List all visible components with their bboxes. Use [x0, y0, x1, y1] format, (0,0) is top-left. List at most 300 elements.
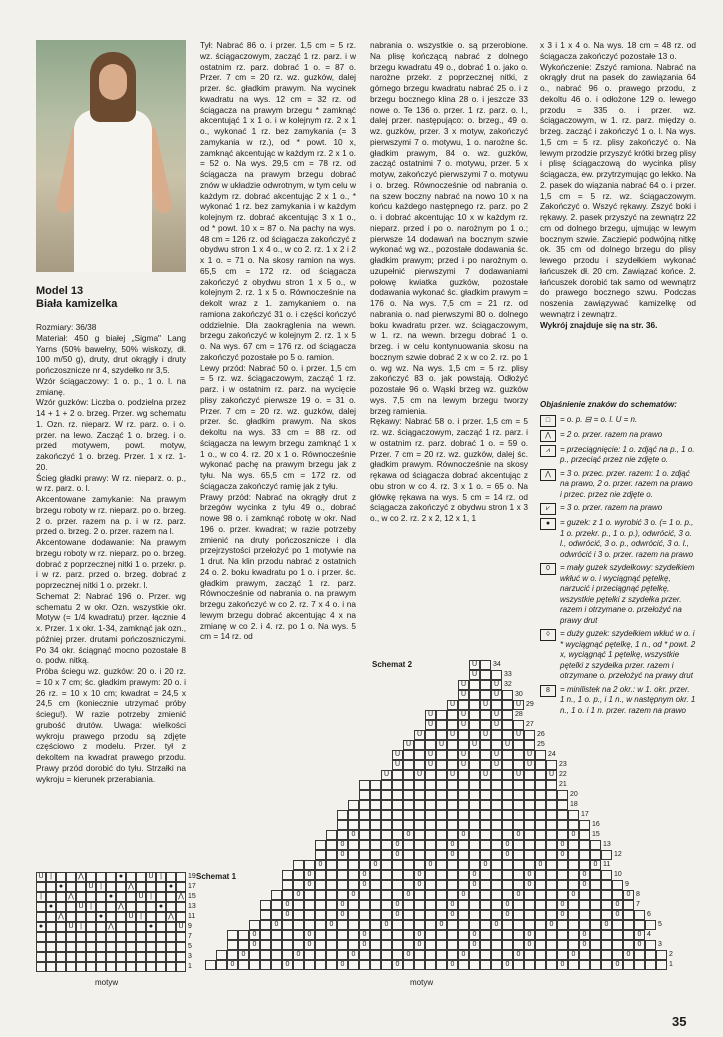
chart-cell [557, 870, 568, 880]
chart-cell [166, 872, 176, 882]
chart-cell [447, 720, 458, 730]
chart-cell [491, 790, 502, 800]
chart-cell [116, 942, 126, 952]
chart-cell [502, 770, 513, 780]
chart-cell [557, 890, 568, 900]
chart-cell [96, 902, 106, 912]
chart-cell: 0 [601, 920, 612, 930]
chart-cell [458, 730, 469, 740]
chart-cell [546, 800, 557, 810]
chart-cell [414, 740, 425, 750]
chart-cell [76, 942, 86, 952]
chart-cell: U [403, 740, 414, 750]
chart-cell [315, 940, 326, 950]
chart-cell [546, 950, 557, 960]
row-number: 7 [636, 901, 640, 908]
chart-cell: 0 [524, 930, 535, 940]
chart-cell [579, 950, 590, 960]
chart-cell [535, 830, 546, 840]
chart-cell [656, 960, 667, 970]
chart-cell [392, 790, 403, 800]
chart-cell [76, 892, 86, 902]
chart-cell [96, 962, 106, 972]
row-number: 34 [493, 661, 501, 668]
chart-cell [260, 940, 271, 950]
chart-cell [535, 910, 546, 920]
chart-cell [56, 952, 66, 962]
chart-cell [436, 860, 447, 870]
chart-cell [359, 960, 370, 970]
chart-cell [436, 780, 447, 790]
chart-cell [557, 930, 568, 940]
chart-cell [546, 910, 557, 920]
chart-cell [304, 960, 315, 970]
chart-cell [126, 962, 136, 972]
chart-cell [524, 910, 535, 920]
chart-cell [76, 952, 86, 962]
chart-cell [480, 930, 491, 940]
chart-cell [315, 880, 326, 890]
chart-cell: 0 [227, 960, 238, 970]
chart-cell [601, 850, 612, 860]
chart-cell [469, 680, 480, 690]
chart-cell [227, 940, 238, 950]
chart-cell [568, 930, 579, 940]
chart-cell [502, 920, 513, 930]
chart-cell: U [176, 922, 186, 932]
chart-cell [458, 850, 469, 860]
chart-cell [403, 920, 414, 930]
chart-cell [414, 890, 425, 900]
chart-cell: ● [106, 892, 116, 902]
chart-cell: 0 [469, 880, 480, 890]
chart-cell [36, 902, 46, 912]
chart-cell [238, 940, 249, 950]
chart-cell [425, 790, 436, 800]
paragraph: Tył: Nabrać 86 o. i przer. 1,5 cm = 5 rz. wz. ściągaczowym, zacząć 1 rz. parz. i w ostatnim rz. parz. dobrać 1 o. = 87 o. Przer. 7 cm = 20 rz. wz. guzków, dalej przer. śc. gładkim prawym. Na wycinek kwadratu na wys. 12 cm = 32 rz. od ściągacza na prawym brzegu * zamknąć akcentująć 1 x 1 o. i w kolejnym rz. 2 x 1 o., wykonać 1 rz. bez zamykania (= 3 zamykania w rz.), od * powt. 10 x, zamknąć akcentując w każdym rz. 2 x 1 o. = 52 o. Na wys. 29,5 cm = 78 rz. od ściągacza na prawym brzegu dobrać znów w układzie odwrotnym, w tym celu w każdym rz. dobrać akcentując 2 x 1 o., * wykonać 1 rz. bez zamykania i w każdym kolejnym rz. dobrać akcentując 3 x 1 o., od * powt. 10 x = 87 o. Na pachy na wys. 48 cm = 126 rz. od ściągacza zakończyć z obydwu stron 1 x 4 o., w co 2. rz. 1 x 2 i 2 x 1 o. = 71 o. Na skosy ramion na wys. 65,5 cm = 172 rz. od ściągacza zakończyć z obydwu stron 1 x 5 o., w kolejnym 2. rz. 1 x 5 o. Równocześnie na dekolt wraz z 1. zamykaniem o. na ramiona zakończyć 31 o. i części kończyć oddzielnie. Dla zaokrąglenia na wewn. brzegu zakończyć w kolejnym 2. rz. 1 x 5 o. Na wys. 67 cm = 176 rz. od ściągacza zakończyć pozostałe po 5 o. ramion. [200, 40, 356, 362]
chart-cell [337, 890, 348, 900]
chart-cell [524, 820, 535, 830]
chart-cell [337, 860, 348, 870]
chart-cell [370, 930, 381, 940]
chart-cell [126, 952, 136, 962]
chart-cell: 0 [414, 930, 425, 940]
chart-cell [524, 770, 535, 780]
chart-cell [458, 770, 469, 780]
chart-cell [96, 952, 106, 962]
chart-cell [66, 942, 76, 952]
chart-cell [513, 860, 524, 870]
row-number: 16 [592, 821, 600, 828]
chart-cell [480, 800, 491, 810]
chart-cell [66, 872, 76, 882]
chart-cell [126, 942, 136, 952]
chart-cell [66, 962, 76, 972]
chart-cell: U [414, 730, 425, 740]
chart-cell [590, 870, 601, 880]
chart-cell [238, 930, 249, 940]
chart-cell [116, 922, 126, 932]
chart-cell [601, 930, 612, 940]
chart-cell: 0 [612, 910, 623, 920]
chart-cell [370, 880, 381, 890]
chart-cell [392, 810, 403, 820]
chart-cell [46, 932, 56, 942]
chart-cell [414, 960, 425, 970]
chart-cell [480, 680, 491, 690]
chart-cell [535, 810, 546, 820]
chart-cell: U [392, 750, 403, 760]
chart-cell [403, 750, 414, 760]
chart-cell [469, 750, 480, 760]
chart-cell [502, 750, 513, 760]
chart-cell [447, 870, 458, 880]
chart-cell: | [96, 882, 106, 892]
chart-cell [136, 882, 146, 892]
chart-cell: ⋀ [66, 892, 76, 902]
legend-symbol: ⋀ [540, 430, 556, 442]
chart-cell [381, 890, 392, 900]
row-number: 29 [526, 701, 534, 708]
chart-cell [425, 900, 436, 910]
chart-cell [513, 750, 524, 760]
row-number: 25 [537, 741, 545, 748]
chart-cell [403, 780, 414, 790]
chart-cell [392, 870, 403, 880]
row-number: 1 [669, 961, 673, 968]
chart-cell [491, 900, 502, 910]
chart-cell [370, 850, 381, 860]
chart-cell: 0 [348, 830, 359, 840]
chart-cell [392, 940, 403, 950]
chart-cell [282, 880, 293, 890]
chart-cell [76, 882, 86, 892]
chart-cell: U [458, 720, 469, 730]
chart-cell [216, 960, 227, 970]
chart-cell [601, 890, 612, 900]
chart-cell [46, 942, 56, 952]
chart-cell [392, 920, 403, 930]
chart-cell [469, 760, 480, 770]
chart-cell: | [46, 872, 56, 882]
chart-cell [337, 920, 348, 930]
chart-cell [381, 790, 392, 800]
chart-cell [469, 710, 480, 720]
chart-cell [36, 912, 46, 922]
chart-cell [469, 920, 480, 930]
chart-cell [447, 800, 458, 810]
chart-cell [403, 820, 414, 830]
chart-cell [304, 860, 315, 870]
chart-cell [436, 720, 447, 730]
chart-cell [304, 890, 315, 900]
chart-cell: 0 [491, 920, 502, 930]
chart-cell [436, 770, 447, 780]
chart-cell [513, 930, 524, 940]
chart-cell [458, 920, 469, 930]
chart-cell [502, 700, 513, 710]
row-number: 17 [188, 883, 196, 890]
chart-cell [271, 910, 282, 920]
chart-cell: 0 [634, 940, 645, 950]
chart-cell [491, 870, 502, 880]
chart-cell [359, 830, 370, 840]
chart-cell: 0 [469, 940, 480, 950]
chart-cell [513, 940, 524, 950]
chart-cell [480, 740, 491, 750]
chart-cell [436, 830, 447, 840]
chart-cell [56, 962, 66, 972]
chart-cell [447, 880, 458, 890]
chart-cell [491, 950, 502, 960]
chart-cell [469, 950, 480, 960]
chart-cell [156, 942, 166, 952]
chart-cell: U [436, 740, 447, 750]
chart-cell: 0 [447, 960, 458, 970]
chart-cell [293, 900, 304, 910]
chart-cell [458, 820, 469, 830]
chart-cell: 0 [359, 930, 370, 940]
row-number: 26 [537, 731, 545, 738]
chart-cell: ● [156, 902, 166, 912]
chart-cell [469, 820, 480, 830]
chart-cell: 0 [315, 860, 326, 870]
chart-cell [601, 960, 612, 970]
chart-cell: | [76, 922, 86, 932]
chart-cell: 0 [458, 830, 469, 840]
chart-cell [106, 942, 116, 952]
chart-cell: 0 [381, 920, 392, 930]
chart-cell [56, 932, 66, 942]
chart-cell [425, 800, 436, 810]
chart-cell [480, 840, 491, 850]
chart-cell [136, 932, 146, 942]
chart-cell [524, 800, 535, 810]
chart-cell [381, 820, 392, 830]
chart-cell [502, 940, 513, 950]
chart-cell [612, 930, 623, 940]
chart-cell [546, 940, 557, 950]
paragraph: Prawy przód: Nabrać na okrągły drut z brzegów wycinka z tyłu 49 o., dobrać nowe 98 o. i zamknąć robotę w okr. Nad 196 o. przer. kwadrat; w razie potrzeby zmienić na druty pończosznicze i dla przejrzystości przełożyć po 1 motywie na 1 drut. Na klin przodu nabrać z ostatnich 24 o. 2. boku kwadratu po 1 o. i przer. śc. gładkim prawym, zacząć 1 rz. parz. Równocześnie od nabrania o. na prawym brzegu zakończyć w co 2. rz. 7 x 4 o. i na lewym brzegu dobrać akcentując 4 x na zmianę w co 2. i 4. rz. po 1 o. Na wys. 5 cm = 14 rz. od [200, 491, 356, 642]
row-number: 23 [559, 761, 567, 768]
chart-cell [557, 810, 568, 820]
chart-cell [447, 940, 458, 950]
legend-text: = 3 o. przer. razem na prawo [560, 503, 663, 512]
chart-cell [557, 800, 568, 810]
chart-cell [166, 952, 176, 962]
chart-cell [106, 952, 116, 962]
chart-cell [447, 920, 458, 930]
chart-cell [623, 900, 634, 910]
chart-cell [326, 850, 337, 860]
chart-cell [392, 950, 403, 960]
chart-cell [546, 870, 557, 880]
chart-cell [86, 892, 96, 902]
chart-cell [348, 900, 359, 910]
chart-cell: 0 [502, 910, 513, 920]
chart-cell [392, 860, 403, 870]
row-number: 27 [526, 721, 534, 728]
chart-cell [469, 730, 480, 740]
chart-cell [568, 820, 579, 830]
chart-cell [535, 790, 546, 800]
chart-cell: U [491, 680, 502, 690]
chart-cell [326, 890, 337, 900]
chart-cell [381, 940, 392, 950]
chart-cell [282, 950, 293, 960]
chart-cell [359, 860, 370, 870]
paragraph: Akcentowane dodawanie: Na prawym brzegu roboty w rz. nieparz. po o. brzeg. dobrać z poprzecznej nitki 1 o. przekr. p. i w rz. parz. przed o. brzeg. dobrać z poprzecznej nitki 1 o. przekr. l. [36, 537, 186, 590]
chart-cell [590, 940, 601, 950]
chart-cell [326, 900, 337, 910]
chart-cell [216, 950, 227, 960]
chart-cell [414, 860, 425, 870]
chart-cell [348, 860, 359, 870]
chart-cell: U [480, 730, 491, 740]
chart-cell [370, 790, 381, 800]
chart-cell [403, 930, 414, 940]
chart-cell: U [513, 770, 524, 780]
chart-cell: | [86, 902, 96, 912]
chart-cell: 0 [403, 890, 414, 900]
chart-cell [480, 780, 491, 790]
chart-cell: 0 [579, 940, 590, 950]
chart-cell [381, 830, 392, 840]
chart-cell [535, 960, 546, 970]
chart-cell: 0 [359, 870, 370, 880]
legend-heading: Objaśnienie znaków do schematów: [540, 400, 677, 409]
chart-cell [126, 932, 136, 942]
chart-cell: U [480, 700, 491, 710]
chart-cell [315, 910, 326, 920]
chart-cell [502, 710, 513, 720]
photo-face [99, 64, 127, 100]
chart-cell: ● [96, 912, 106, 922]
chart-cell [106, 902, 116, 912]
chart-cell [491, 840, 502, 850]
chart-cell [491, 910, 502, 920]
chart-cell [535, 750, 546, 760]
chart-cell [535, 930, 546, 940]
chart-cell [480, 870, 491, 880]
chart-cell [370, 940, 381, 950]
chart-cell: 0 [557, 900, 568, 910]
chart-cell [337, 830, 348, 840]
chart-cell: 0 [414, 940, 425, 950]
chart-cell: 0 [513, 890, 524, 900]
chart-cell: ● [146, 922, 156, 932]
chart-cell [425, 950, 436, 960]
chart-cell [546, 850, 557, 860]
chart-cell [469, 780, 480, 790]
chart-cell: U [76, 902, 86, 912]
row-number: 3 [188, 953, 192, 960]
chart-cell: 0 [392, 910, 403, 920]
chart-cell [370, 950, 381, 960]
chart-cell [176, 912, 186, 922]
chart-cell: ⋀ [116, 902, 126, 912]
chart-cell [403, 800, 414, 810]
chart-cell [645, 950, 656, 960]
chart-cell [86, 962, 96, 972]
text-column-1 [36, 322, 186, 784]
chart-cell [260, 930, 271, 940]
chart-cell [469, 850, 480, 860]
chart-cell [645, 920, 656, 930]
chart-cell [381, 900, 392, 910]
chart-cell [227, 950, 238, 960]
chart-cell [56, 892, 66, 902]
chart-cell: 0 [293, 950, 304, 960]
chart-cell [86, 952, 96, 962]
chart-cell [535, 900, 546, 910]
chart-cell [579, 910, 590, 920]
chart-cell [86, 912, 96, 922]
chart-cell [579, 860, 590, 870]
chart-cell [502, 930, 513, 940]
chart-cell [568, 810, 579, 820]
chart-cell [491, 860, 502, 870]
text-column-4 [540, 40, 696, 330]
chart-cell [546, 810, 557, 820]
chart-cell [480, 960, 491, 970]
chart-cell [414, 840, 425, 850]
chart-cell [166, 942, 176, 952]
chart-cell [480, 820, 491, 830]
chart-cell [447, 780, 458, 790]
chart-cell [166, 962, 176, 972]
chart-cell [458, 740, 469, 750]
chart-cell [535, 880, 546, 890]
chart-cell [56, 942, 66, 952]
chart-cell [557, 820, 568, 830]
chart-cell [392, 880, 403, 890]
chart-cell [447, 830, 458, 840]
legend-text: = duży guzek: szydełkiem wkłuć w o. i * wyciągnąć pętelkę, 1 n., od * powt. 2 x, wyciągnąć 1 pętelkę, wszystkie pętelki z szydełka przer. razem i otrzymane o. przełożyć na prawy drut [560, 629, 696, 680]
chart-cell [116, 932, 126, 942]
chart-cell [392, 800, 403, 810]
chart-cell [126, 872, 136, 882]
chart-cell [176, 882, 186, 892]
chart-cell [590, 900, 601, 910]
chart-cell [46, 962, 56, 972]
row-number: 20 [570, 791, 578, 798]
chart-cell [293, 940, 304, 950]
paragraph: x 3 i 1 x 4 o. Na wys. 18 cm = 48 rz. od ściągacza zakończyć pozostałe 13 o. [540, 40, 696, 61]
chart-cell [568, 880, 579, 890]
chart-cell [447, 820, 458, 830]
chart-cell: 0 [579, 930, 590, 940]
chart-cell [156, 932, 166, 942]
chart-cell: 0 [502, 900, 513, 910]
chart-cell [414, 950, 425, 960]
chart-cell [370, 810, 381, 820]
chart-cell [315, 840, 326, 850]
chart-cell [166, 932, 176, 942]
chart-cell [282, 890, 293, 900]
chart-cell [359, 840, 370, 850]
chart-cell [326, 940, 337, 950]
schemat-1-motyw-label: motyw [95, 978, 119, 987]
paragraph: nabrania o. wszystkie o. są przerobione. Na plisę kończącą nabrać z dolnego brzegu kwadratu 49 o., dobrać 1 o. jako o. narożne przekr. z poprzecznej nitki, z górnego brzegu kwadratu nabrać 25 o. i z brzegu bocznego klina 28 o. i jeszcze 33 nowe o. Te 136 o. przer. 1 rz. parz. o. l., dalej przer. następująco: o. brzeg., 49 o. wz. guzków, przer. 3 x motyw, zakończyć pierwszymi 7 o. motywu, 1 o. narożne śc. gładkim prawym, 84 o. wz. guzków, zacząć ostatnimi 7 o. motywu, przer. 5 x motyw, zakończyć pierwszymi 7 o. motywu i o. brzeg. Równocześnie od nabrania o. na szew boczny nabrać na nowo 10 x na końcu każdego następnego rz. parz. po 2 o. i dobrać akcentując 10 x w każdym rz. nieparz. przed i po o. narożnym po 1 o.; pierwsze 14 dodawań na bocznym szwie wykonać wg wz., pozostałe dodawania śc. gładkim prawym; przed i po narożnym o. uzupełnić pierwszymi 7 dodawaniami połowę kwiatka guzków, pozostałe dodawania wykonać śc. gładkim prawym = 176 o. Na wys. 7,5 cm = 21 rz. od nabrania o. nad pierwszymi 80 o. dolnego boku kwadratu przer. wz. ściągaczowym, w 1. rz. na wewn. brzegu dobrać 1 o. brzeg. i w celu kontynuowania skosu na bocznym szwie dobrać 2 x w co 2. rz. po 1 o. wg wz. Na wys. 1,5 cm = 5 rz. plisy zakończyć 83 o. jak powstają. Odłożyć pozostałe 96 o. Wąski brzeg wz. guzków wys. 7,5 cm na lewym brzegu tworzy brzeg ramienia. [370, 40, 528, 416]
chart-cell [436, 750, 447, 760]
chart-cell [469, 770, 480, 780]
row-number: 11 [603, 861, 611, 868]
chart-cell [403, 960, 414, 970]
chart-cell [260, 960, 271, 970]
chart-cell [535, 850, 546, 860]
chart-cell [535, 940, 546, 950]
